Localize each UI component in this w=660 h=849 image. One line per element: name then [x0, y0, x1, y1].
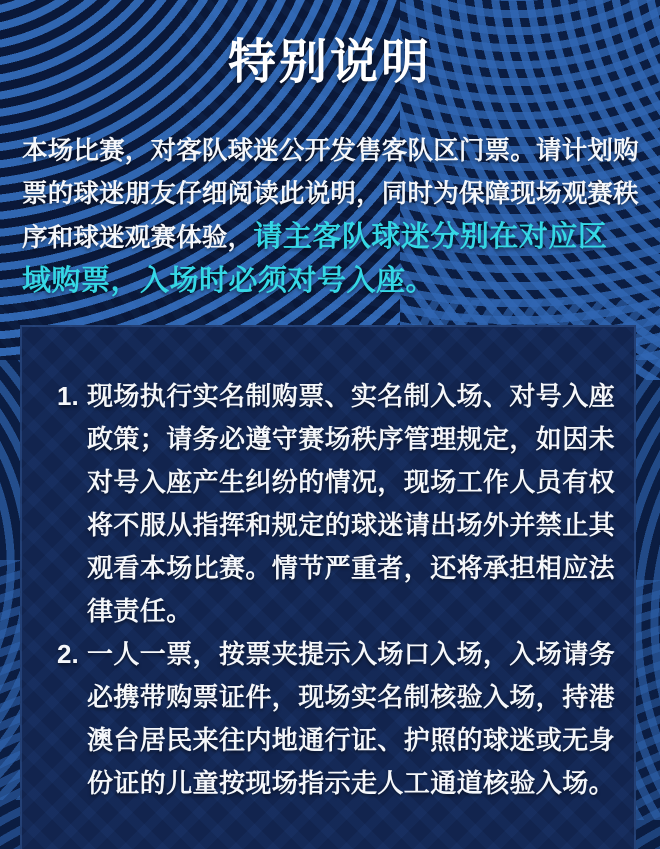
notice-panel [20, 325, 636, 849]
list-item-number: 1. [57, 381, 79, 411]
list-item-number: 2. [57, 639, 79, 669]
list-item-line: 对号入座产生纠纷的情况，现场工作人员有权 [87, 467, 616, 497]
list-item [57, 375, 616, 633]
list-item [57, 633, 616, 805]
intro-line-4-highlight-text: 域购票，入场时必须对号入座。 [22, 265, 436, 297]
list-item-line: 澳台居民来往内地通行证、护照的球迷或无身 [87, 725, 616, 755]
list-item-line: 政策；请务必遵守赛场秩序管理规定，如因未 [87, 424, 616, 454]
intro-line-4 [22, 260, 638, 304]
intro-line-3-plain-text: 序和球迷观赛体验， [22, 224, 254, 252]
list-item-text [87, 375, 615, 633]
list-item-text [87, 633, 615, 805]
list-item-line: 一人一票，按票夹提示入场口入场，入场请务 [87, 639, 616, 669]
page-title: 特别说明 [227, 36, 432, 89]
list-item-line: 将不服从指挥和规定的球迷请出场外并禁止其 [87, 510, 616, 540]
intro-paragraph [22, 130, 638, 304]
list-item-line: 必携带购票证件，现场实名制核验入场，持港 [87, 682, 616, 712]
list-item-line: 现场执行实名制购票、实名制入场、对号入座 [87, 381, 616, 411]
intro-line-3 [22, 216, 638, 260]
list-item-line: 份证的儿童按现场指示走人工通道核验入场。 [87, 768, 616, 798]
list-item-line: 律责任。 [87, 596, 193, 626]
list-item-line: 观看本场比赛。情节严重者，还将承担相应法 [87, 553, 616, 583]
intro-line-1: 本场比赛，对客队球迷公开发售客队区门票。请计划购 [22, 137, 639, 165]
intro-line-3-highlight-text: 请主客队球迷分别在对应区 [253, 221, 608, 253]
intro-line-2: 票的球迷朋友仔细阅读此说明，同时为保障现场观赛秩 [22, 180, 639, 208]
